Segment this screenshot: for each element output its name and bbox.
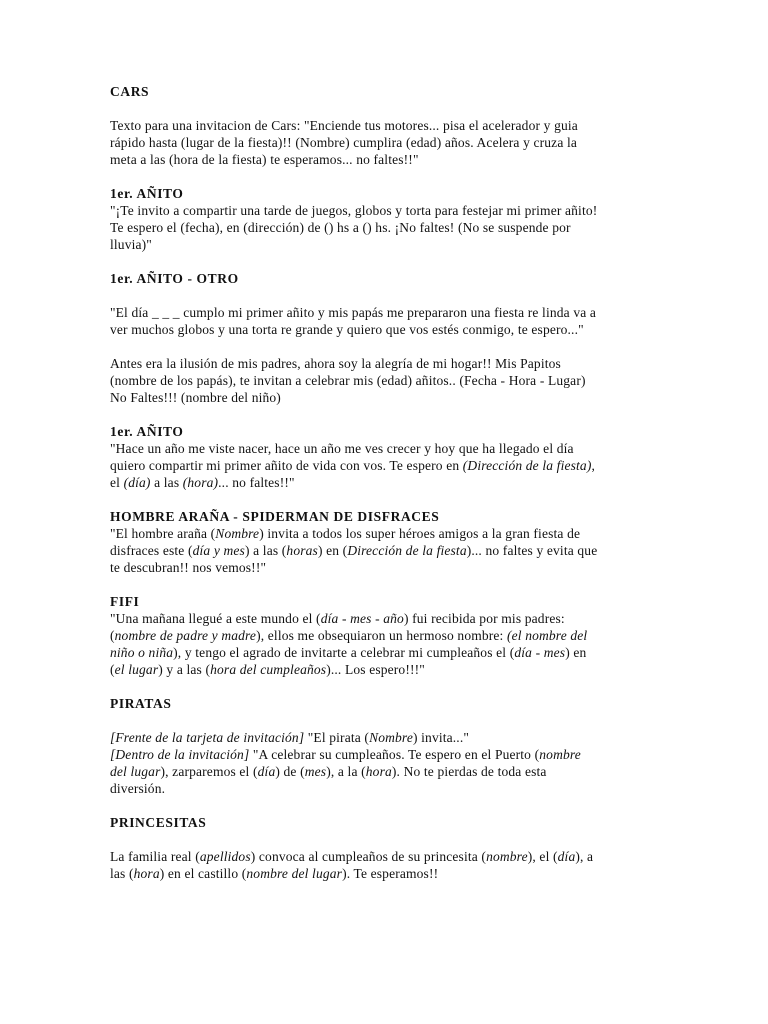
body-text: Te espero el (fecha), en (dirección) de () hs a () hs. ¡No faltes! (No se suspende por: [110, 220, 571, 235]
placeholder-text: Dirección de la fiesta: [347, 543, 467, 558]
placeholder-text: hora del cumpleaños: [210, 662, 327, 677]
section-title: CARS: [110, 84, 150, 99]
body-text: ) convoca al cumpleaños de su princesita (: [250, 849, 487, 864]
placeholder-text: nombre: [486, 849, 528, 864]
body-text: ) en: [565, 645, 587, 660]
section-primer-anito: [110, 185, 658, 253]
section-body: [110, 440, 658, 491]
body-text: "Una mañana llegué a este mundo el (: [110, 611, 321, 626]
text-line: [110, 559, 658, 576]
body-text: ) a las (: [244, 543, 287, 558]
section-body: [110, 848, 658, 882]
body-text: ), a: [575, 849, 594, 864]
text-line: [110, 117, 658, 134]
placeholder-text: [Frente de la tarjeta de invitación]: [110, 730, 305, 745]
text-line: [110, 372, 658, 389]
section-title: 1er. AÑITO - OTRO: [110, 271, 239, 286]
placeholder-text: día - mes - año: [320, 611, 404, 626]
section-fifi: [110, 593, 658, 678]
placeholder-text: nombre de padre y madre: [114, 628, 257, 643]
section-hombre-arana: [110, 508, 658, 576]
body-text: ), y tengo el agrado de invitarte a celebrar mi cumpleaños el (: [173, 645, 515, 660]
body-text: (nombre de los papás), te invitan a celebrar mis (edad) añitos.. (Fecha - Hora - Lugar): [110, 373, 586, 388]
body-text: ,: [591, 458, 595, 473]
text-line: [110, 644, 658, 661]
body-text: ) en (: [317, 543, 348, 558]
section-title: 1er. AÑITO: [110, 424, 184, 439]
body-text: )... no faltes y evita que: [466, 543, 598, 558]
text-line: [110, 542, 658, 559]
text-line: [110, 304, 658, 321]
text-line: [110, 219, 658, 236]
text-line: [110, 763, 658, 780]
section-body: [110, 202, 658, 253]
body-text: Texto para una invitacion de Cars: "Enciende tus motores... pisa el acelerador y guia: [110, 118, 578, 133]
section-body-secondary: [110, 355, 658, 406]
text-line: [110, 780, 658, 797]
text-line: [110, 440, 658, 457]
text-line: [110, 202, 658, 219]
body-text: La familia real (: [110, 849, 200, 864]
body-text: "El hombre araña (: [110, 526, 216, 541]
text-line: [110, 729, 658, 746]
text-line: [110, 134, 658, 151]
placeholder-text: mes: [304, 764, 327, 779]
section-body: [110, 729, 658, 797]
body-text: el: [110, 475, 124, 490]
body-text: ). Te esperamos!!: [342, 866, 439, 881]
text-line: [110, 865, 658, 882]
body-text: ... no faltes!!": [218, 475, 295, 490]
body-text: ), a la (: [326, 764, 366, 779]
placeholder-text: (Dirección de la fiesta): [462, 458, 592, 473]
text-line: [110, 525, 658, 542]
placeholder-text: día - mes: [514, 645, 566, 660]
body-text: disfraces este (: [110, 543, 193, 558]
body-text: ), zarparemos el (: [160, 764, 258, 779]
body-text: lluvia)": [110, 237, 152, 252]
text-line: [110, 321, 658, 338]
section-body: [110, 117, 658, 168]
body-text: ) en el castillo (: [159, 866, 247, 881]
text-line: [110, 610, 658, 627]
section-primer-anito-otro: [110, 270, 658, 406]
body-text: meta a las (hora de la fiesta) te esperamos... no faltes!!": [110, 152, 419, 167]
text-line: [110, 236, 658, 253]
placeholder-text: día y mes: [192, 543, 245, 558]
section-title: PIRATAS: [110, 696, 172, 711]
placeholder-text: [Dentro de la invitación]: [110, 747, 250, 762]
body-text: ). No te pierdas de toda esta: [391, 764, 547, 779]
body-text: diversión.: [110, 781, 166, 796]
body-text: ) invita a todos los super héroes amigos a la gran fiesta de: [259, 526, 581, 541]
placeholder-text: nombre del lugar: [246, 866, 343, 881]
section-princesitas: [110, 814, 658, 882]
body-text: Antes era la ilusión de mis padres, ahora soy la alegría de mi hogar!! Mis Papitos: [110, 356, 561, 371]
text-line: [110, 389, 658, 406]
body-text: ), ellos me obsequiaron un hermoso nombre:: [256, 628, 507, 643]
placeholder-text: día: [257, 764, 276, 779]
body-text: ), el (: [527, 849, 558, 864]
placeholder-text: hora: [365, 764, 392, 779]
body-text: ) fui recibida por mis padres:: [403, 611, 565, 626]
body-text: rápido hasta (lugar de la fiesta)!! (Nombre) cumplira (edad) años. Acelera y cruza la: [110, 135, 578, 150]
text-line: [110, 457, 658, 474]
body-text: a las: [150, 475, 183, 490]
placeholder-text: horas: [286, 543, 318, 558]
body-text: )... Los espero!!!": [326, 662, 425, 677]
body-text: quiero compartir mi primer añito de vida con vos. Te espero en: [110, 458, 463, 473]
placeholder-text: el lugar: [114, 662, 159, 677]
text-line: [110, 746, 658, 763]
document-page: [110, 83, 658, 882]
section-piratas: [110, 695, 658, 797]
text-line: [110, 151, 658, 168]
body-text: "El día _ _ _ cumplo mi primer añito y mis papás me prepararon una fiesta re linda va a: [110, 305, 597, 320]
body-text: (: [110, 662, 115, 677]
text-line: [110, 661, 658, 678]
body-text: "A celebrar su cumpleaños. Te espero en el Puerto (: [249, 747, 540, 762]
placeholder-text: niño o niña: [110, 645, 174, 660]
text-line: [110, 627, 658, 644]
body-text: "El pirata (: [304, 730, 370, 745]
body-text: las (: [110, 866, 134, 881]
section-body: [110, 304, 658, 338]
body-text: ) invita...": [412, 730, 470, 745]
placeholder-text: día: [557, 849, 576, 864]
text-line: [110, 848, 658, 865]
text-line: [110, 474, 658, 491]
body-text: ) de (: [275, 764, 305, 779]
text-line: [110, 355, 658, 372]
placeholder-text: (hora): [182, 475, 219, 490]
body-text: ) y a las (: [158, 662, 211, 677]
section-title: FIFI: [110, 594, 140, 609]
section-body: [110, 525, 658, 576]
body-text: "Hace un año me viste nacer, hace un año me ves crecer y hoy que ha llegado el día: [110, 441, 574, 456]
section-title: HOMBRE ARAÑA - SPIDERMAN DE DISFRACES: [110, 509, 440, 524]
section-title: 1er. AÑITO: [110, 186, 184, 201]
placeholder-text: (el nombre del: [506, 628, 588, 643]
body-text: te descubran!! nos vemos!!": [110, 560, 267, 575]
placeholder-text: Nombre: [215, 526, 260, 541]
section-cars: [110, 83, 658, 168]
placeholder-text: nombre: [539, 747, 581, 762]
body-text: "¡Te invito a compartir una tarde de juegos, globos y torta para festejar mi primer añito!: [110, 203, 598, 218]
body-text: (: [110, 628, 115, 643]
placeholder-text: apellidos: [199, 849, 251, 864]
placeholder-text: hora: [133, 866, 160, 881]
placeholder-text: Nombre: [369, 730, 413, 745]
placeholder-text: (día): [123, 475, 151, 490]
placeholder-text: del lugar: [110, 764, 161, 779]
body-text: ver muchos globos y una torta re grande y quiero que vos estés conmigo, te espero...": [110, 322, 584, 337]
body-text: No Faltes!!! (nombre del niño): [110, 390, 281, 405]
section-title: PRINCESITAS: [110, 815, 207, 830]
section-primer-anito-2: [110, 423, 658, 491]
section-body: [110, 610, 658, 678]
